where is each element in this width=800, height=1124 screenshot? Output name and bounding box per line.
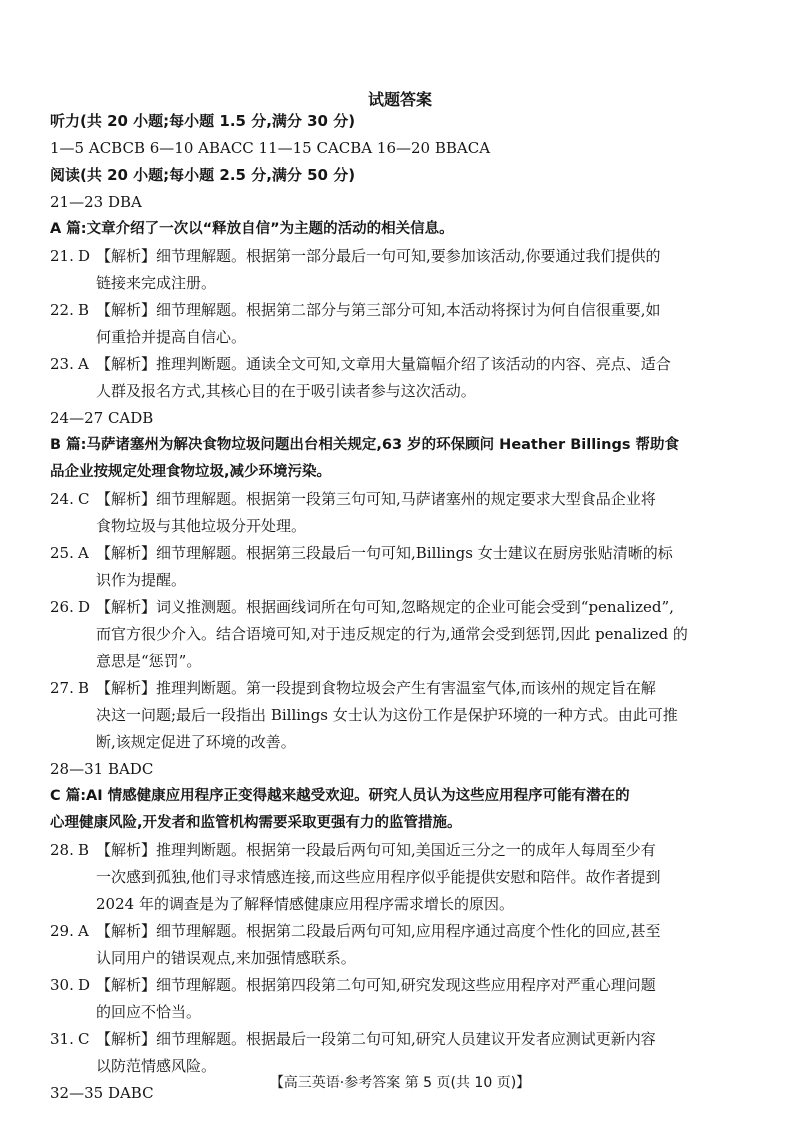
explanation-line: 断,该规定促进了环境的改善。 [96,733,296,751]
explanation-line: 认同用户的错误观点,来加强情感联系。 [96,949,356,967]
answer-letter: C [78,1030,90,1048]
explanation-line: 【解析】细节理解题。根据第三段最后一句可知,Billings 女士建议在厨房张贴清晰的标 [96,544,673,562]
explanation-line: 【解析】细节理解题。根据第一部分最后一句可知,要参加该活动,你要通过我们提供的 [96,247,661,265]
question-28 [50,839,755,916]
answer-letter: D [78,976,91,994]
explanation-line: 意思是“惩罚”。 [96,652,202,670]
listening-header: 听力(共 20 小题;每小题 1.5 分,满分 30 分) [50,112,356,130]
question-number: 21. [50,247,74,265]
explanation-line: 识作为提醒。 [96,571,187,589]
question-number: 28. [50,841,74,859]
passage-c-summary: 心理健康风险,开发者和监管机构需要采取更强有力的监管措施。 [50,815,462,831]
question-25 [50,542,755,592]
answer-letter: C [78,490,90,508]
explanation-line: 【解析】细节理解题。根据第一段第三句可知,马萨诸塞州的规定要求大型食品企业将 [96,490,656,508]
question-23 [50,353,755,403]
answer-letter: D [78,247,91,265]
explanation-line: 食物垃圾与其他垃圾分开处理。 [96,517,307,535]
explanation-line: 决这一问题;最后一段指出 Billings 女士认为这份工作是保护环境的一种方式。由此可推 [96,706,678,724]
group-d-answers: 32—35 DABC [50,1084,154,1102]
question-number: 29. [50,922,74,940]
page-footer: 【高三英语·参考答案 第 5 页(共 10 页)】 [269,1075,531,1091]
question-24 [50,488,755,538]
explanation-line: 以防范情感风险。 [96,1057,217,1075]
explanation-line: 【解析】细节理解题。根据最后一段第二句可知,研究人员建议开发者应测试更新内容 [96,1030,656,1048]
listening-answers: 1—5 ACBCB 6—10 ABACC 11—15 CACBA 16—20 BBACA [50,139,491,157]
question-number: 22. [50,301,74,319]
explanation-line: 【解析】词义推测题。根据画线词所在句可知,忽略规定的企业可能会受到“penalized”, [96,598,674,616]
passage-b-summary: 品企业按规定处理食物垃圾,减少环境污染。 [50,464,332,480]
explanation-line: 人群及报名方式,其核心目的在于吸引读者参与这次活动。 [96,382,476,400]
passage-a-summary: A 篇:文章介绍了一次以“释放自信”为主题的活动的相关信息。 [50,221,454,237]
question-26 [50,596,755,673]
answer-letter: A [78,544,89,562]
explanation-line: 2024 年的调查是为了解释情感健康应用程序需求增长的原因。 [96,895,514,913]
question-21 [50,245,755,295]
question-31 [50,1028,755,1078]
explanation-line: 【解析】细节理解题。根据第二段最后两句可知,应用程序通过高度个性化的回应,甚至 [96,922,661,940]
explanation-line: 链接来完成注册。 [96,274,217,292]
explanation-line: 【解析】推理判断题。第一段提到食物垃圾会产生有害温室气体,而该州的规定旨在解 [96,679,656,697]
explanation-line: 何重拾并提高自信心。 [96,328,247,346]
passage-c-summary: C 篇:AI 情感健康应用程序正变得越来越受欢迎。研究人员认为这些应用程序可能有潜在的 [50,788,630,804]
question-29 [50,920,755,970]
explanation-line: 的回应不恰当。 [96,1003,202,1021]
question-30 [50,974,755,1024]
question-number: 26. [50,598,74,616]
question-22 [50,299,755,349]
explanation-line: 而官方很少介入。结合语境可知,对于违反规定的行为,通常会受到惩罚,因此 penalized 的 [96,625,688,643]
answer-letter: B [78,679,90,697]
group-a-answers: 21—23 DBA [50,193,142,211]
page-title: 试题答案 [367,90,432,109]
group-b-answers: 24—27 CADB [50,409,154,427]
passage-b-summary: B 篇:马萨诸塞州为解决食物垃圾问题出台相关规定,63 岁的环保顾问 Heather Billings 帮助食 [50,437,680,453]
explanation-line: 【解析】细节理解题。根据第二部分与第三部分可知,本活动将探讨为何自信很重要,如 [96,301,661,319]
answer-letter: A [78,355,89,373]
explanation-line: 一次感到孤独,他们寻求情感连接,而这些应用程序似乎能提供安慰和陪伴。故作者提到 [96,868,661,886]
question-number: 27. [50,679,74,697]
group-c-answers: 28—31 BADC [50,760,154,778]
reading-header: 阅读(共 20 小题;每小题 2.5 分,满分 50 分) [50,166,356,184]
question-number: 25. [50,544,74,562]
explanation-line: 【解析】推理判断题。通读全文可知,文章用大量篇幅介绍了该活动的内容、亮点、适合 [96,355,671,373]
explanation-line: 【解析】推理判断题。根据第一段最后两句可知,美国近三分之一的成年人每周至少有 [96,841,656,859]
answer-letter: B [78,841,90,859]
question-27 [50,677,755,754]
question-number: 23. [50,355,74,373]
question-number: 30. [50,976,74,994]
answer-letter: D [78,598,91,616]
explanation-line: 【解析】细节理解题。根据第四段第二句可知,研究发现这些应用程序对严重心理问题 [96,976,656,994]
question-number: 31. [50,1030,74,1048]
answer-letter: A [78,922,89,940]
question-number: 24. [50,490,74,508]
answer-letter: B [78,301,90,319]
answer-content [50,110,755,1109]
